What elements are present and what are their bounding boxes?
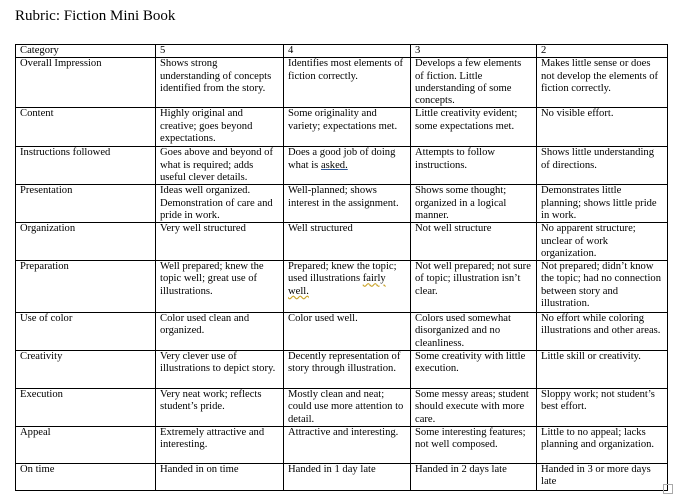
criteria-cell <box>156 261 284 313</box>
cell-text: No apparent structure; unclear of work organization. <box>541 223 636 259</box>
criteria-cell <box>537 147 668 185</box>
criteria-cell <box>284 147 411 185</box>
table-resize-handle[interactable] <box>663 484 673 494</box>
header-score-3: 3 <box>411 45 537 58</box>
document-title: Rubric: Fiction Mini Book <box>15 8 176 24</box>
criteria-cell <box>411 261 537 313</box>
cell-text: Does a good job of doing what is <box>288 147 396 171</box>
cell-text: Makes little sense or does not develop the elements of fiction correctly. <box>541 58 659 94</box>
table-row <box>16 313 668 351</box>
criteria-cell <box>411 58 537 108</box>
table-row <box>16 261 668 313</box>
cell-text: Appeal <box>20 426 51 438</box>
criteria-cell <box>537 389 668 427</box>
header-score-4: 4 <box>284 45 411 58</box>
criteria-cell <box>156 426 284 463</box>
table-row <box>16 185 668 223</box>
criteria-cell <box>284 261 411 313</box>
table-row <box>16 223 668 261</box>
category-cell <box>16 147 156 185</box>
cell-text: Attractive and interesting. <box>288 426 399 438</box>
criteria-cell <box>537 58 668 108</box>
spellcheck-flagged-text: fairly well. <box>288 273 386 297</box>
cell-text: Shows little understanding of directions. <box>541 147 654 171</box>
cell-text: Ideas well organized. Demonstration of care and pride in work. <box>160 185 273 221</box>
cell-text: Goes above and beyond of what is required; adds useful clever details. <box>160 147 273 184</box>
table-row <box>16 147 668 185</box>
cell-text: Handed in on time <box>160 463 239 475</box>
criteria-cell <box>284 351 411 389</box>
cell-text: Mostly clean and neat; could use more attention to detail. <box>288 389 404 425</box>
header-category: Category <box>16 45 156 58</box>
cell-text: Instructions followed <box>20 147 111 159</box>
criteria-cell <box>411 389 537 427</box>
cell-text: Little creativity evident; some expectations met. <box>415 108 518 132</box>
criteria-cell <box>411 223 537 261</box>
cell-text: Colors used somewhat disorganized and no cleanliness. <box>415 313 511 349</box>
cell-text: Some messy areas; student should execute with more care. <box>415 389 529 425</box>
cell-text: Very clever use of illustrations to depict story. <box>160 351 276 375</box>
criteria-cell <box>411 463 537 490</box>
category-cell <box>16 185 156 223</box>
criteria-cell <box>156 58 284 108</box>
cell-text: Color used well. <box>288 313 358 325</box>
cell-text: Well-planned; shows interest in the assignment. <box>288 185 399 209</box>
hyperlink-style-text: asked. <box>320 159 348 171</box>
cell-text: Creativity <box>20 351 63 363</box>
page-edge <box>15 484 16 488</box>
criteria-cell <box>537 313 668 351</box>
criteria-cell <box>537 223 668 261</box>
cell-text: On time <box>20 463 55 475</box>
cell-text: Not well prepared; not sure of topic; illustration isn’t clear. <box>415 261 531 297</box>
cell-text: Very well structured <box>160 223 246 235</box>
cell-text: Color used clean and organized. <box>160 313 250 337</box>
cell-text: Extremely attractive and interesting. <box>160 426 265 451</box>
category-cell <box>16 426 156 463</box>
cell-text: Use of color <box>20 313 73 325</box>
cell-text: Presentation <box>20 185 73 197</box>
table-row <box>16 351 668 389</box>
criteria-cell <box>411 108 537 147</box>
cell-text: Well structured <box>288 223 353 235</box>
cell-text: Well prepared; knew the topic well; great use of illustrations. <box>160 261 264 297</box>
criteria-cell <box>537 261 668 313</box>
criteria-cell <box>284 223 411 261</box>
criteria-cell <box>284 463 411 490</box>
category-cell <box>16 58 156 108</box>
category-cell <box>16 223 156 261</box>
cell-text: Shows some thought; organized in a logical manner. <box>415 185 507 221</box>
criteria-cell <box>284 313 411 351</box>
cell-text: Handed in 3 or more days late <box>541 463 651 488</box>
rubric-table <box>15 44 668 491</box>
category-cell <box>16 261 156 313</box>
criteria-cell <box>284 108 411 147</box>
criteria-cell <box>284 185 411 223</box>
criteria-cell <box>411 147 537 185</box>
table-row <box>16 58 668 108</box>
cell-text: Some originality and variety; expectations met. <box>288 108 398 132</box>
cell-text: Some creativity with little execution. <box>415 351 526 375</box>
cell-text: Handed in 1 day late <box>288 463 376 475</box>
cell-text: Organization <box>20 223 76 235</box>
cell-text: Not well structure <box>415 223 492 235</box>
criteria-cell <box>537 351 668 389</box>
cell-text: Decently representation of story through illustration. <box>288 351 401 375</box>
header-row <box>16 45 668 58</box>
cell-text: Overall Impression <box>20 58 102 70</box>
table-row <box>16 108 668 147</box>
cell-text: Attempts to follow instructions. <box>415 147 496 171</box>
cell-text: Very neat work; reflects student’s pride. <box>160 389 262 413</box>
criteria-cell <box>284 389 411 427</box>
criteria-cell <box>537 426 668 463</box>
criteria-cell <box>156 389 284 427</box>
header-score-2: 2 <box>537 45 668 58</box>
criteria-cell <box>537 463 668 490</box>
cell-text: Execution <box>20 389 63 401</box>
cell-text: No effort while coloring illustrations and other areas. <box>541 313 661 337</box>
criteria-cell <box>537 185 668 223</box>
cell-text: Prepared; knew the topic; used illustrations <box>288 261 397 285</box>
criteria-cell <box>156 313 284 351</box>
cell-text: Some interesting features; not well composed. <box>415 426 526 451</box>
cell-text: Shows strong understanding of concepts identified from the story. <box>160 58 272 94</box>
category-cell <box>16 108 156 147</box>
criteria-cell <box>156 351 284 389</box>
cell-text: Develops a few elements of fiction. Little understanding of some concepts. <box>415 58 522 107</box>
criteria-cell <box>411 426 537 463</box>
criteria-cell <box>411 351 537 389</box>
criteria-cell <box>284 426 411 463</box>
criteria-cell <box>156 463 284 490</box>
cell-text: Little to no appeal; lacks planning and organization. <box>541 426 655 451</box>
criteria-cell <box>156 185 284 223</box>
table-row <box>16 426 668 463</box>
criteria-cell <box>156 223 284 261</box>
cell-text: Highly original and creative; goes beyond expectations. <box>160 108 253 145</box>
criteria-cell <box>284 58 411 108</box>
criteria-cell <box>537 108 668 147</box>
cell-text: Content <box>20 108 54 120</box>
category-cell <box>16 313 156 351</box>
cell-text: No visible effort. <box>541 108 614 120</box>
cell-text: Sloppy work; not student’s best effort. <box>541 389 655 413</box>
criteria-cell <box>411 185 537 223</box>
cell-text: Demonstrates little planning; shows little pride in work. <box>541 185 657 221</box>
category-cell <box>16 351 156 389</box>
criteria-cell <box>411 313 537 351</box>
cell-text: Preparation <box>20 261 69 273</box>
table-row <box>16 389 668 427</box>
cell-text: Not prepared; didn’t know the topic; had no connection between story and illustration. <box>541 261 662 310</box>
cell-text: Handed in 2 days late <box>415 463 507 475</box>
category-cell <box>16 463 156 490</box>
cell-text: Identifies most elements of fiction correctly. <box>288 58 404 82</box>
criteria-cell <box>156 108 284 147</box>
table-row <box>16 463 668 490</box>
cell-text: Little skill or creativity. <box>541 351 641 363</box>
header-score-5: 5 <box>156 45 284 58</box>
criteria-cell <box>156 147 284 185</box>
category-cell <box>16 389 156 427</box>
